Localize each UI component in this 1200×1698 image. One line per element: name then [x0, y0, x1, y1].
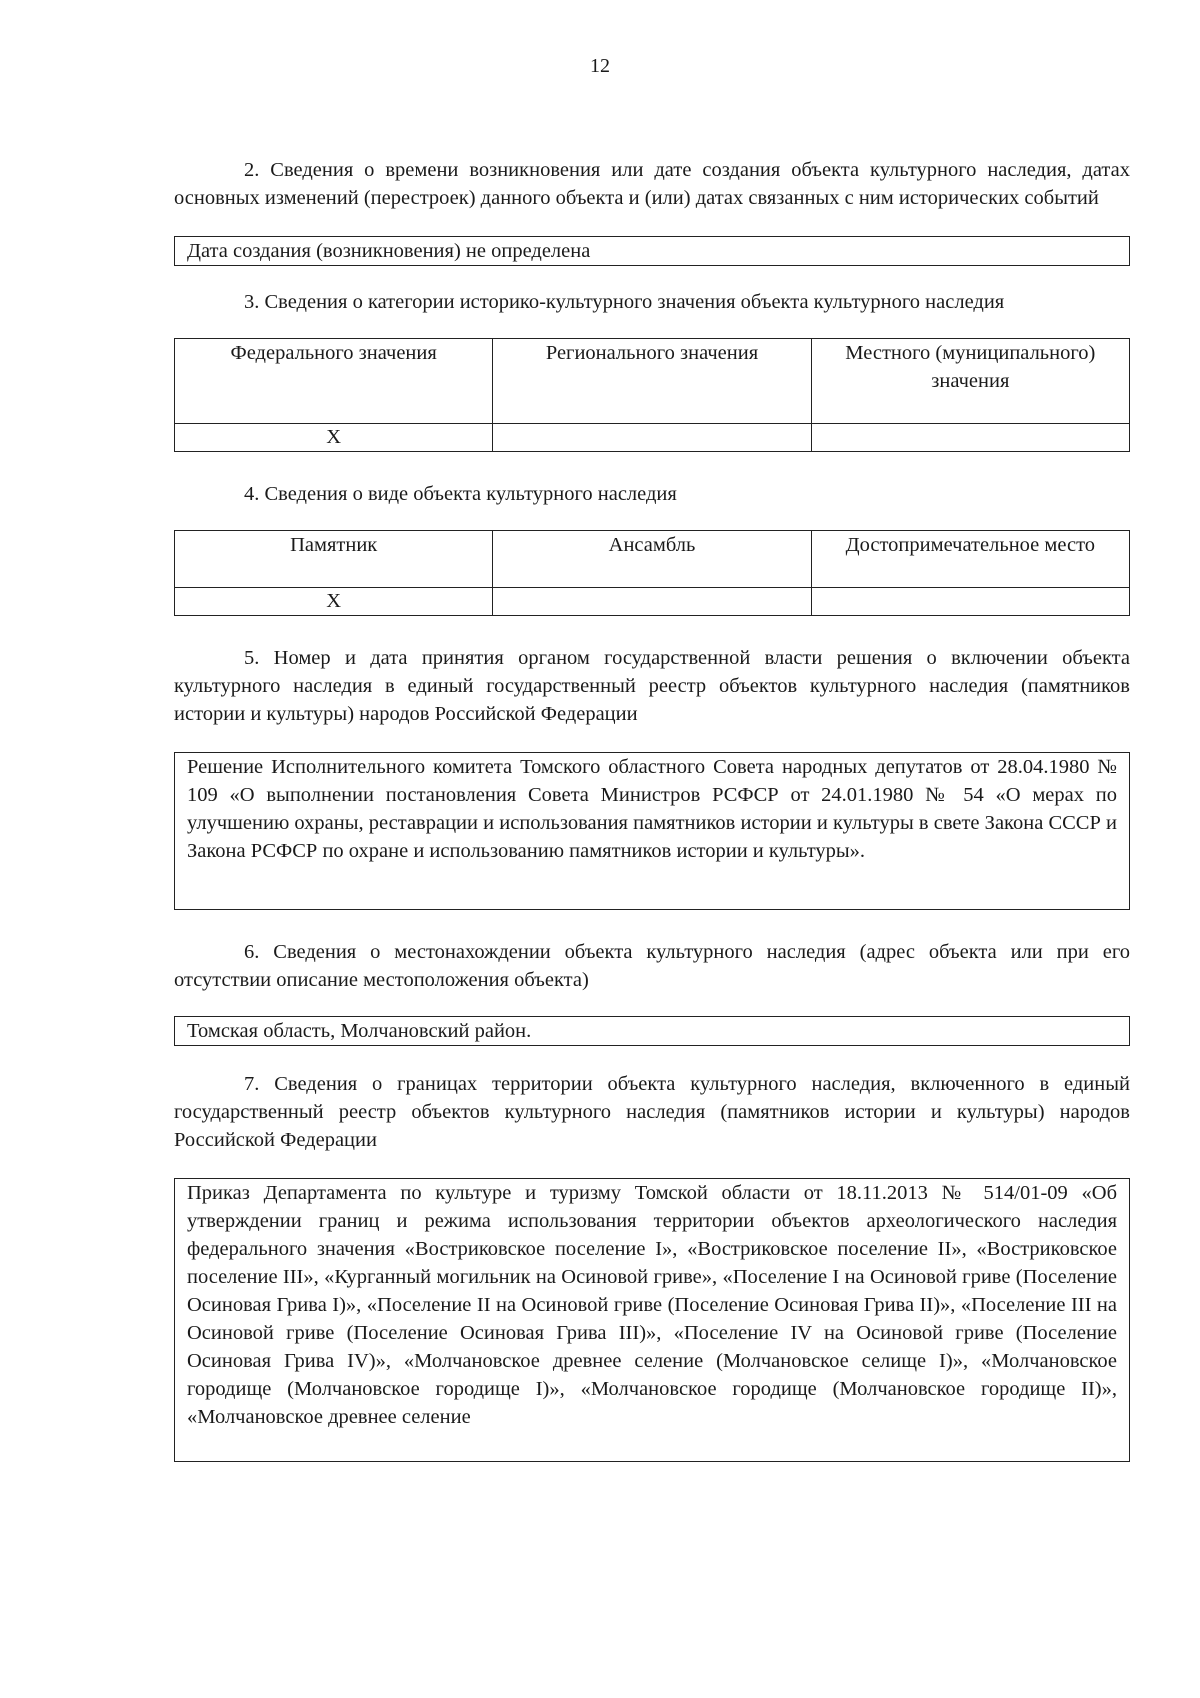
section-5-heading: 5. Номер и дата принятия органом государственной власти решения о включении объекта культурного наследия в единый государственный реестр объектов культурного наследия (памятников истории и культуры) народов Российской Федерации	[174, 647, 1130, 725]
section-2-heading: 2. Сведения о времени возникновения или дате создания объекта культурного наследия, датах основных изменений (перестроек) данного объекта и (или) датах связанных с ним исторических событий	[174, 159, 1130, 209]
document-body	[174, 156, 1130, 1462]
type-col-monument: Памятник	[175, 531, 493, 588]
page-number: 12	[590, 55, 610, 77]
category-mark-federal: Х	[175, 424, 493, 452]
type-col-landmark: Достопримечательное место	[811, 531, 1129, 588]
type-mark-monument: Х	[175, 588, 493, 616]
section-3-heading: 3. Сведения о категории историко-культурного значения объекта культурного наследия	[244, 291, 1005, 313]
category-mark-local	[811, 424, 1129, 452]
type-mark-ensemble	[493, 588, 811, 616]
category-col-local: Местного (муниципального) значения	[811, 339, 1129, 424]
type-mark-landmark	[811, 588, 1129, 616]
section-7-value: Приказ Департамента по культуре и туризму Томской области от 18.11.2013 № 514/01-09 «Об утверждении границ и режима использования территории объектов археологического наследия федерального значения «Востриковское поселение I», «Востриковское поселение II», «Востриковское поселение III», «Курганный могильник на Осиновой гриве», «Поселение I на Осиновой гриве (Поселение Осиновая Грива I)», «Поселение II на Осиновой гриве (Поселение Осиновая Грива II)», «Поселение III на Осиновой гриве (Поселение Осиновая Грива III)», «Поселение IV на Осиновой гриве (Поселение Осиновая Грива IV)», «Молчановское древнее селение (Молчановское селище I)», «Молчановское городище (Молчановское городище I)», «Молчановское городище (Молчановское городище II)», «Молчановское древнее селение	[187, 1182, 1117, 1428]
section-6-value-box	[174, 1016, 1130, 1046]
section-5-value: Решение Исполнительного комитета Томского областного Совета народных депутатов от 28.04.1980 № 109 «О выполнении постановления Совета Министров РСФСР от 24.01.1980 № 54 «О мерах по улучшению охраны, реставрации и использования памятников истории и культуры в свете Закона СССР и Закона РСФСР по охране и использованию памятников истории и культуры».	[187, 756, 1117, 862]
type-table	[174, 530, 1130, 616]
section-2-value: Дата создания (возникновения) не определена	[187, 240, 591, 262]
section-6-heading: 6. Сведения о местонахождении объекта культурного наследия (адрес объекта или при его отсутствии описание местоположения объекта)	[174, 941, 1130, 991]
section-5-value-box	[174, 752, 1130, 910]
type-col-ensemble: Ансамбль	[493, 531, 811, 588]
section-4-heading: 4. Сведения о виде объекта культурного наследия	[244, 483, 677, 505]
category-mark-regional	[493, 424, 811, 452]
category-col-federal: Федерального значения	[175, 339, 493, 424]
section-7-value-box	[174, 1178, 1130, 1462]
category-col-regional: Регионального значения	[493, 339, 811, 424]
section-7-heading: 7. Сведения о границах территории объекта культурного наследия, включенного в единый государственный реестр объектов культурного наследия (памятников истории и культуры) народов Российской Федерации	[174, 1073, 1130, 1151]
category-table	[174, 338, 1130, 452]
section-2-value-box	[174, 236, 1130, 266]
section-6-value: Томская область, Молчановский район.	[187, 1020, 532, 1042]
